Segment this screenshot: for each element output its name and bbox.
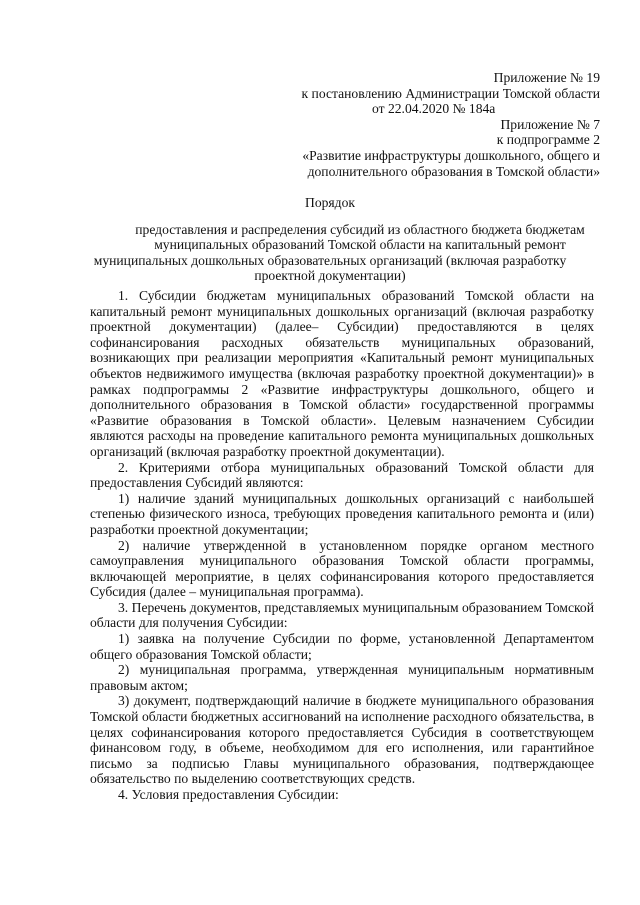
annex-line-4: Приложение № 7 xyxy=(500,116,600,132)
annex-line-5: к подпрограмме 2 xyxy=(496,132,600,148)
title-line-2: предоставления и распределения субсидий из областного бюджета бюджетам xyxy=(135,221,585,237)
title-line-4: муниципальных дошкольных образовательных организаций (включая разработку xyxy=(93,252,567,268)
paragraph-3: 3. Перечень документов, представляемых муниципальным образованием Томской области для получения Субсидии: xyxy=(90,599,594,631)
paragraph-2-item-2: 2) наличие утвержденной в установленном порядке органом местного самоуправления муниципального образования Томской области программы, включающей мероприятие, в целях софинансирования которого предоставляется Субсидия (далее – муниципальная программа). xyxy=(90,537,594,600)
document-body xyxy=(90,288,594,803)
paragraph-4: 4. Условия предоставления Субсидии: xyxy=(118,787,339,802)
title-line-1: Порядок xyxy=(305,195,355,210)
paragraph-3-item-1: 1) заявка на получение Субсидии по форме, установленной Департаментом общего образования Томской области; xyxy=(90,631,594,662)
annex-line-3: от 22.04.2020 № 184а xyxy=(372,101,496,117)
annex-line-2: к постановлению Администрации Томской области xyxy=(301,85,600,101)
paragraph-3-item-2: 2) муниципальная программа, утвержденная муниципальным нормативным правовым актом; xyxy=(90,662,594,693)
annex-line-1: Приложение № 19 xyxy=(493,70,600,85)
title-line-3: муниципальных образований Томской области на капитальный ремонт xyxy=(154,237,566,253)
annex-line-7: дополнительного образования в Томской области» xyxy=(307,163,600,179)
annex-header xyxy=(240,70,600,179)
paragraph-2: 2. Критериями отбора муниципальных образований Томской области для предоставления Субсидий являются: xyxy=(90,459,594,491)
title-line-5: проектной документации) xyxy=(254,268,406,284)
paragraph-1: 1. Субсидии бюджетам муниципальных образований Томской области на капитальный ремонт муниципальных дошкольных организаций (включая разработку проектной документации) (далее– Субсидии) предоставляются в целях софинансирования расходных обязательств муниципальных образований, возникающих при реализации мероприятия «Капитальный ремонт муниципальных объектов недвижимого имущества (включая разработку проектной документации)» в рамках подпрограммы 2 «Развитие инфраструктуры дошкольного, общего и дополнительного образования в Томской области» государственной программы «Развитие образования в Томской области». Целевым назначением Субсидии являются расходы на проведение капитального ремонта муниципальных дошкольных организаций (включая разработку проектной документации). xyxy=(90,288,594,459)
annex-line-6: «Развитие инфраструктуры дошкольного, общего и xyxy=(302,147,600,163)
paragraph-3-item-3: 3) документ, подтверждающий наличие в бюджете муниципального образования Томской области бюджетных ассигнований на исполнение расходного обязательства, в целях софинансирования которого предоставляется Субсидия в соответствующем финансовом году, в объеме, необходимом для его исполнения, или гарантийное письмо за подписью Главы муниципального образования, подтверждающее обязательство по выделению соответствующих средств. xyxy=(90,693,594,787)
paragraph-2-item-1: 1) наличие зданий муниципальных дошкольных организаций с наибольшей степенью физического износа, требующих проведения капитального ремонта и (или) разработки проектной документации; xyxy=(90,490,594,537)
document-title xyxy=(70,195,590,284)
